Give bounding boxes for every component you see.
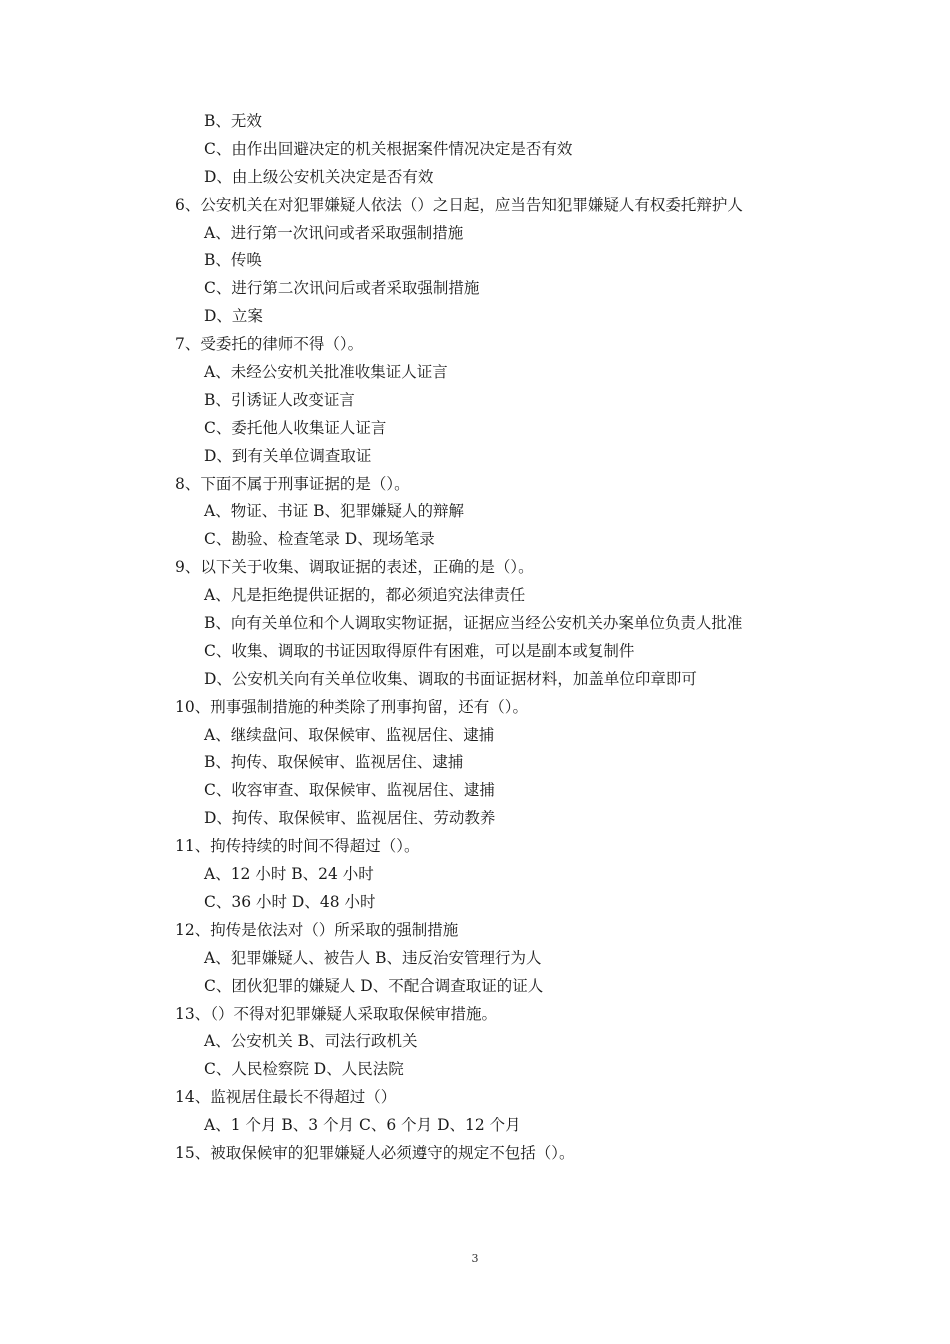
answer-option: D、立案 (204, 307, 263, 326)
answer-option: A、犯罪嫌疑人、被告人 B、违反治安管理行为人 (204, 948, 542, 967)
answer-option: A、公安机关 B、司法行政机关 (204, 1032, 418, 1051)
answer-option: A、未经公安机关批准收集证人证言 (204, 363, 448, 382)
question-text: 9、以下关于收集、调取证据的表述，正确的是（）。 (175, 558, 534, 577)
answer-option: A、12 小时 B、24 小时 (204, 865, 374, 884)
question-text: 15、被取保候审的犯罪嫌疑人必须遵守的规定不包括（）。 (175, 1143, 575, 1162)
answer-option: B、传唤 (204, 251, 262, 270)
answer-option: B、引诱证人改变证言 (204, 390, 355, 409)
answer-option: C、由作出回避决定的机关根据案件情况决定是否有效 (204, 139, 573, 158)
page-number: 3 (471, 1252, 479, 1265)
answer-option: D、拘传、取保候审、监视居住、劳动教养 (204, 809, 496, 828)
answer-option: A、继续盘问、取保候审、监视居住、逮捕 (204, 725, 495, 744)
question-text: 7、受委托的律师不得（）。 (175, 335, 364, 354)
question-text: 8、下面不属于刑事证据的是（）。 (175, 474, 410, 493)
answer-option: C、人民检察院 D、人民法院 (204, 1060, 404, 1079)
answer-option: C、勘验、检查笔录 D、现场笔录 (204, 530, 435, 549)
question-text: 6、公安机关在对犯罪嫌疑人依法（）之日起，应当告知犯罪嫌疑人有权委托辩护人 (175, 195, 743, 214)
answer-option: D、公安机关向有关单位收集、调取的书面证据材料，加盖单位印章即可 (204, 669, 697, 688)
answer-option: B、向有关单位和个人调取实物证据，证据应当经公安机关办案单位负责人批准 (204, 614, 743, 633)
question-text: 14、监视居住最长不得超过（） (175, 1088, 397, 1107)
answer-option: D、到有关单位调查取证 (204, 446, 372, 465)
answer-option: A、进行第一次讯问或者采取强制措施 (204, 223, 464, 242)
answer-option: C、收容审查、取保候审、监视居住、逮捕 (204, 781, 495, 800)
answer-option: C、36 小时 D、48 小时 (204, 892, 376, 911)
answer-option: C、团伙犯罪的嫌疑人 D、不配合调查取证的证人 (204, 976, 544, 995)
question-text: 12、拘传是依法对（）所采取的强制措施 (175, 920, 459, 939)
question-text: 10、刑事强制措施的种类除了刑事拘留，还有（）。 (175, 697, 528, 716)
answer-option: A、凡是拒绝提供证据的，都必须追究法律责任 (204, 586, 526, 605)
question-list (0, 108, 950, 1168)
answer-option: C、收集、调取的书证因取得原件有困难，可以是副本或复制件 (204, 641, 635, 660)
answer-option: C、委托他人收集证人证言 (204, 418, 387, 437)
answer-option: A、1 个月 B、3 个月 C、6 个月 D、12 个月 (204, 1116, 521, 1135)
answer-option: D、由上级公安机关决定是否有效 (204, 167, 434, 186)
answer-option: B、拘传、取保候审、监视居住、逮捕 (204, 753, 464, 772)
question-text: 13、（）不得对犯罪嫌疑人采取取保候审措施。 (175, 1004, 497, 1023)
answer-option: B、无效 (204, 112, 262, 130)
answer-option: A、物证、书证 B、犯罪嫌疑人的辩解 (204, 502, 465, 521)
answer-option: C、进行第二次讯问后或者采取强制措施 (204, 279, 480, 298)
question-text: 11、拘传持续的时间不得超过（）。 (175, 837, 420, 856)
